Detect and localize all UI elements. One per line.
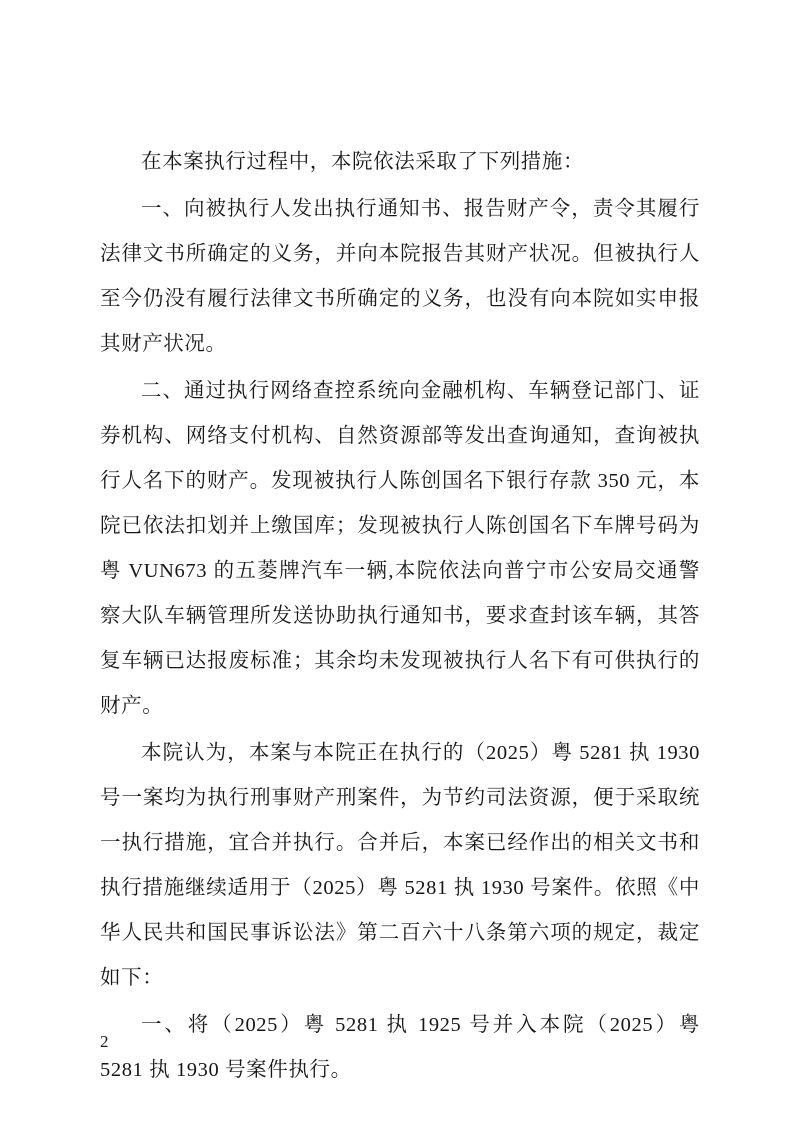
paragraph-intro: 在本案执行过程中，本院依法采取了下列措施： [141, 151, 585, 173]
paragraph-measure-one: 一、向被执行人发出执行通知书、报告财产令，责令其履行法律文书所确定的义务，并向本院报告其财产状况。但被执行人至今仍没有履行法律文书所确定的义务，也没有向本院如实申报其财产状况。 [100, 198, 700, 355]
paragraph-ruling-one: 一、将（2025）粤 5281 执 1925 号并入本院（2025）粤 5281 执 1930 号案件执行。 [100, 1014, 700, 1081]
document-body [100, 140, 700, 1095]
paragraph-measure-two: 二、通过执行网络查控系统向金融机构、车辆登记部门、证券机构、网络支付机构、自然资源部等发出查询通知，查询被执行人名下的财产。发现被执行人陈创国名下银行存款 350 元，本院已依法扣划并上缴国库；发现被执行人陈创国名下车牌号码为粤 VUN673 的五菱牌汽车一辆,本院依法向普宁市公安局交通警察大队车辆管理所发送协助执行通知书，要求查封该车辆，其答复车辆已达报废标准；其余均未发现被执行人名下有可供执行的财产。 [100, 380, 700, 717]
paragraph-court-opinion: 本院认为，本案与本院正在执行的（2025）粤 5281 执 1930 号一案均为执行刑事财产刑案件，为节约司法资源，便于采取统一执行措施，宜合并执行。合并后，本案已经作出的相关文书和执行措施继续适用于（2025）粤 5281 执 1930 号案件。依照《中华人民共和国民事诉讼法》第二百六十八条第六项的规定，裁定如下： [100, 742, 700, 989]
page-number: 2 [100, 1032, 109, 1051]
